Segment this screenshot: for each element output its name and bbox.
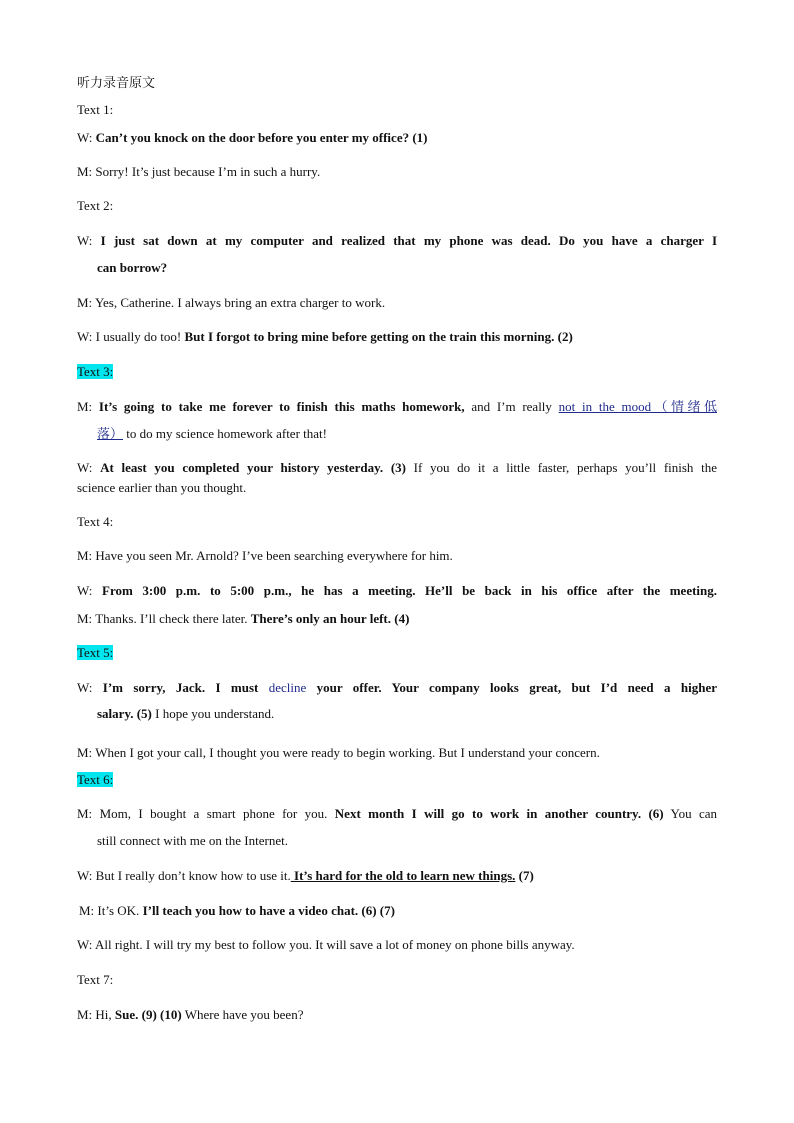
vocab-gloss-cont: 落） — [97, 426, 124, 441]
answer-sentence: From 3:00 p.m. to 5:00 p.m., he has a meeting. He’ll be back in his office after the meeting. — [102, 583, 718, 598]
document-title: 听力录音原文 — [77, 76, 156, 91]
answer-sentence: At least you completed your history yesterday. (3) — [100, 460, 406, 475]
dialogue-text: But I really don’t know how to use it. — [95, 868, 291, 883]
vocab-gloss: not in the mood（情绪低 — [558, 399, 717, 414]
dialogue-text: and I’m really — [464, 399, 559, 414]
dialogue-text: Mom, I bought a smart phone for you. — [99, 806, 328, 821]
speaker-m: M: — [77, 295, 93, 310]
text-5-label: Text 5: — [77, 645, 114, 660]
text-1-w-line — [77, 129, 717, 146]
dialogue-text: When I got your call, I thought you were ready to begin working. But I understand your concern. — [95, 745, 600, 760]
speaker-m: M: — [77, 1007, 93, 1022]
answer-sentence: Next month I will go to work in another country. (6) — [334, 806, 664, 821]
speaker-m: M: — [77, 745, 93, 760]
text-2-label: Text 2: — [77, 198, 114, 213]
speaker-w: W: — [77, 868, 93, 883]
text-3-w-line — [77, 459, 717, 496]
answer-sentence: There’s only an hour left. (4) — [250, 611, 410, 626]
vocab-word: decline — [268, 680, 307, 695]
text-7-label: Text 7: — [77, 972, 114, 987]
answer-sentence-cont: salary. (5) — [97, 706, 152, 721]
dialogue-text-cont: still connect with me on the Internet. — [97, 833, 288, 848]
dialogue-text-cont: science earlier than you thought. — [77, 480, 247, 495]
dialogue-text: Have you seen Mr. Arnold? I’ve been searching everywhere for him. — [95, 548, 453, 563]
answer-sentence: But I forgot to bring mine before getting on the train this morning. (2) — [184, 329, 573, 344]
speaker-w: W: — [77, 460, 93, 475]
text-6-w2-line — [77, 936, 717, 953]
dialogue-text: to do my science homework after that! — [123, 426, 327, 441]
speaker-w: W: — [77, 937, 93, 952]
text-4-m1-line — [77, 547, 717, 564]
text-4-w-row — [77, 582, 717, 599]
answer-sentence: I’ll teach you how to have a video chat. (6) (7) — [142, 903, 395, 918]
text-3-m-row2 — [77, 425, 717, 442]
text-4-m2-line — [77, 610, 717, 627]
text-1-label: Text 1: — [77, 102, 114, 117]
answer-sentence-cont: can borrow? — [97, 260, 168, 275]
text-4-label: Text 4: — [77, 514, 114, 529]
speaker-m: M: — [77, 806, 93, 821]
dialogue-text: Sorry! It’s just because I’m in such a hurry. — [95, 164, 321, 179]
dialogue-text: All right. I will try my best to follow you. It will save a lot of money on phone bills anyway. — [94, 937, 575, 952]
text-2-w1-line — [77, 232, 717, 276]
speaker-w: W: — [77, 130, 93, 145]
answer-sentence: Can’t you knock on the door before you enter my office? (1) — [95, 130, 428, 145]
answer-sentence: It’s hard for the old to learn new things. — [290, 868, 516, 883]
text-5-w-line — [77, 679, 717, 722]
text-5-label-row — [77, 644, 717, 661]
text-3-m-line — [77, 398, 717, 442]
text-3-label: Text 3: — [77, 364, 114, 379]
speaker-m: M: — [79, 903, 95, 918]
text-6-label-row — [77, 771, 717, 788]
text-6-m1-row1 — [77, 805, 717, 822]
dialogue-text: It’s OK. — [97, 903, 140, 918]
speaker-m: M: — [77, 164, 93, 179]
answer-sentence: I just sat down at my computer and realized that my phone was dead. Do you have a charger I — [100, 233, 717, 248]
answer-sentence: your offer. Your company looks great, but I’d need a higher — [316, 680, 717, 695]
text-6-label: Text 6: — [77, 772, 114, 787]
dialogue-text: Thanks. I’ll check there later. — [95, 611, 248, 626]
text-3-label-row — [77, 363, 717, 380]
speaker-m: M: — [77, 399, 93, 414]
text-5-m-line — [77, 744, 717, 761]
text-7-m-line — [77, 1006, 717, 1023]
text-2-w2-line — [77, 328, 717, 345]
dialogue-text: I usually do too! — [95, 329, 182, 344]
dialogue-text: Yes, Catherine. I always bring an extra charger to work. — [94, 295, 386, 310]
speaker-w: W: — [77, 329, 93, 344]
answer-sentence: I’m sorry, Jack. I must — [102, 680, 259, 695]
speaker-m: M: — [77, 548, 93, 563]
dialogue-text: You can — [663, 806, 718, 821]
speaker-w: W: — [77, 680, 93, 695]
text-1-m-line — [77, 163, 717, 180]
text-6-m2-line — [79, 902, 719, 919]
dialogue-text: Hi, — [95, 1007, 112, 1022]
answer-sentence: It’s going to take me forever to finish this maths homework, — [98, 399, 465, 414]
text-6-w1-line — [77, 867, 717, 884]
speaker-w: W: — [77, 583, 93, 598]
speaker-m: M: — [77, 611, 93, 626]
text-3-w-row1 — [77, 459, 717, 476]
text-5-w-row1 — [77, 679, 717, 696]
text-2-w1-row1 — [77, 232, 717, 249]
text-6-m1-line — [77, 805, 717, 849]
dialogue-text: If you do it a little faster, perhaps you’ll finish the — [405, 460, 717, 475]
question-number: (7) — [515, 868, 534, 883]
text-5-w-row2 — [77, 705, 717, 722]
dialogue-text: Where have you been? — [184, 1007, 304, 1022]
text-3-m-row1 — [77, 398, 717, 415]
dialogue-text: I hope you understand. — [151, 706, 275, 721]
text-2-m-line — [77, 294, 717, 311]
speaker-w: W: — [77, 233, 93, 248]
text-4-w-line — [77, 582, 717, 599]
answer-sentence: Sue. (9) (10) — [114, 1007, 182, 1022]
